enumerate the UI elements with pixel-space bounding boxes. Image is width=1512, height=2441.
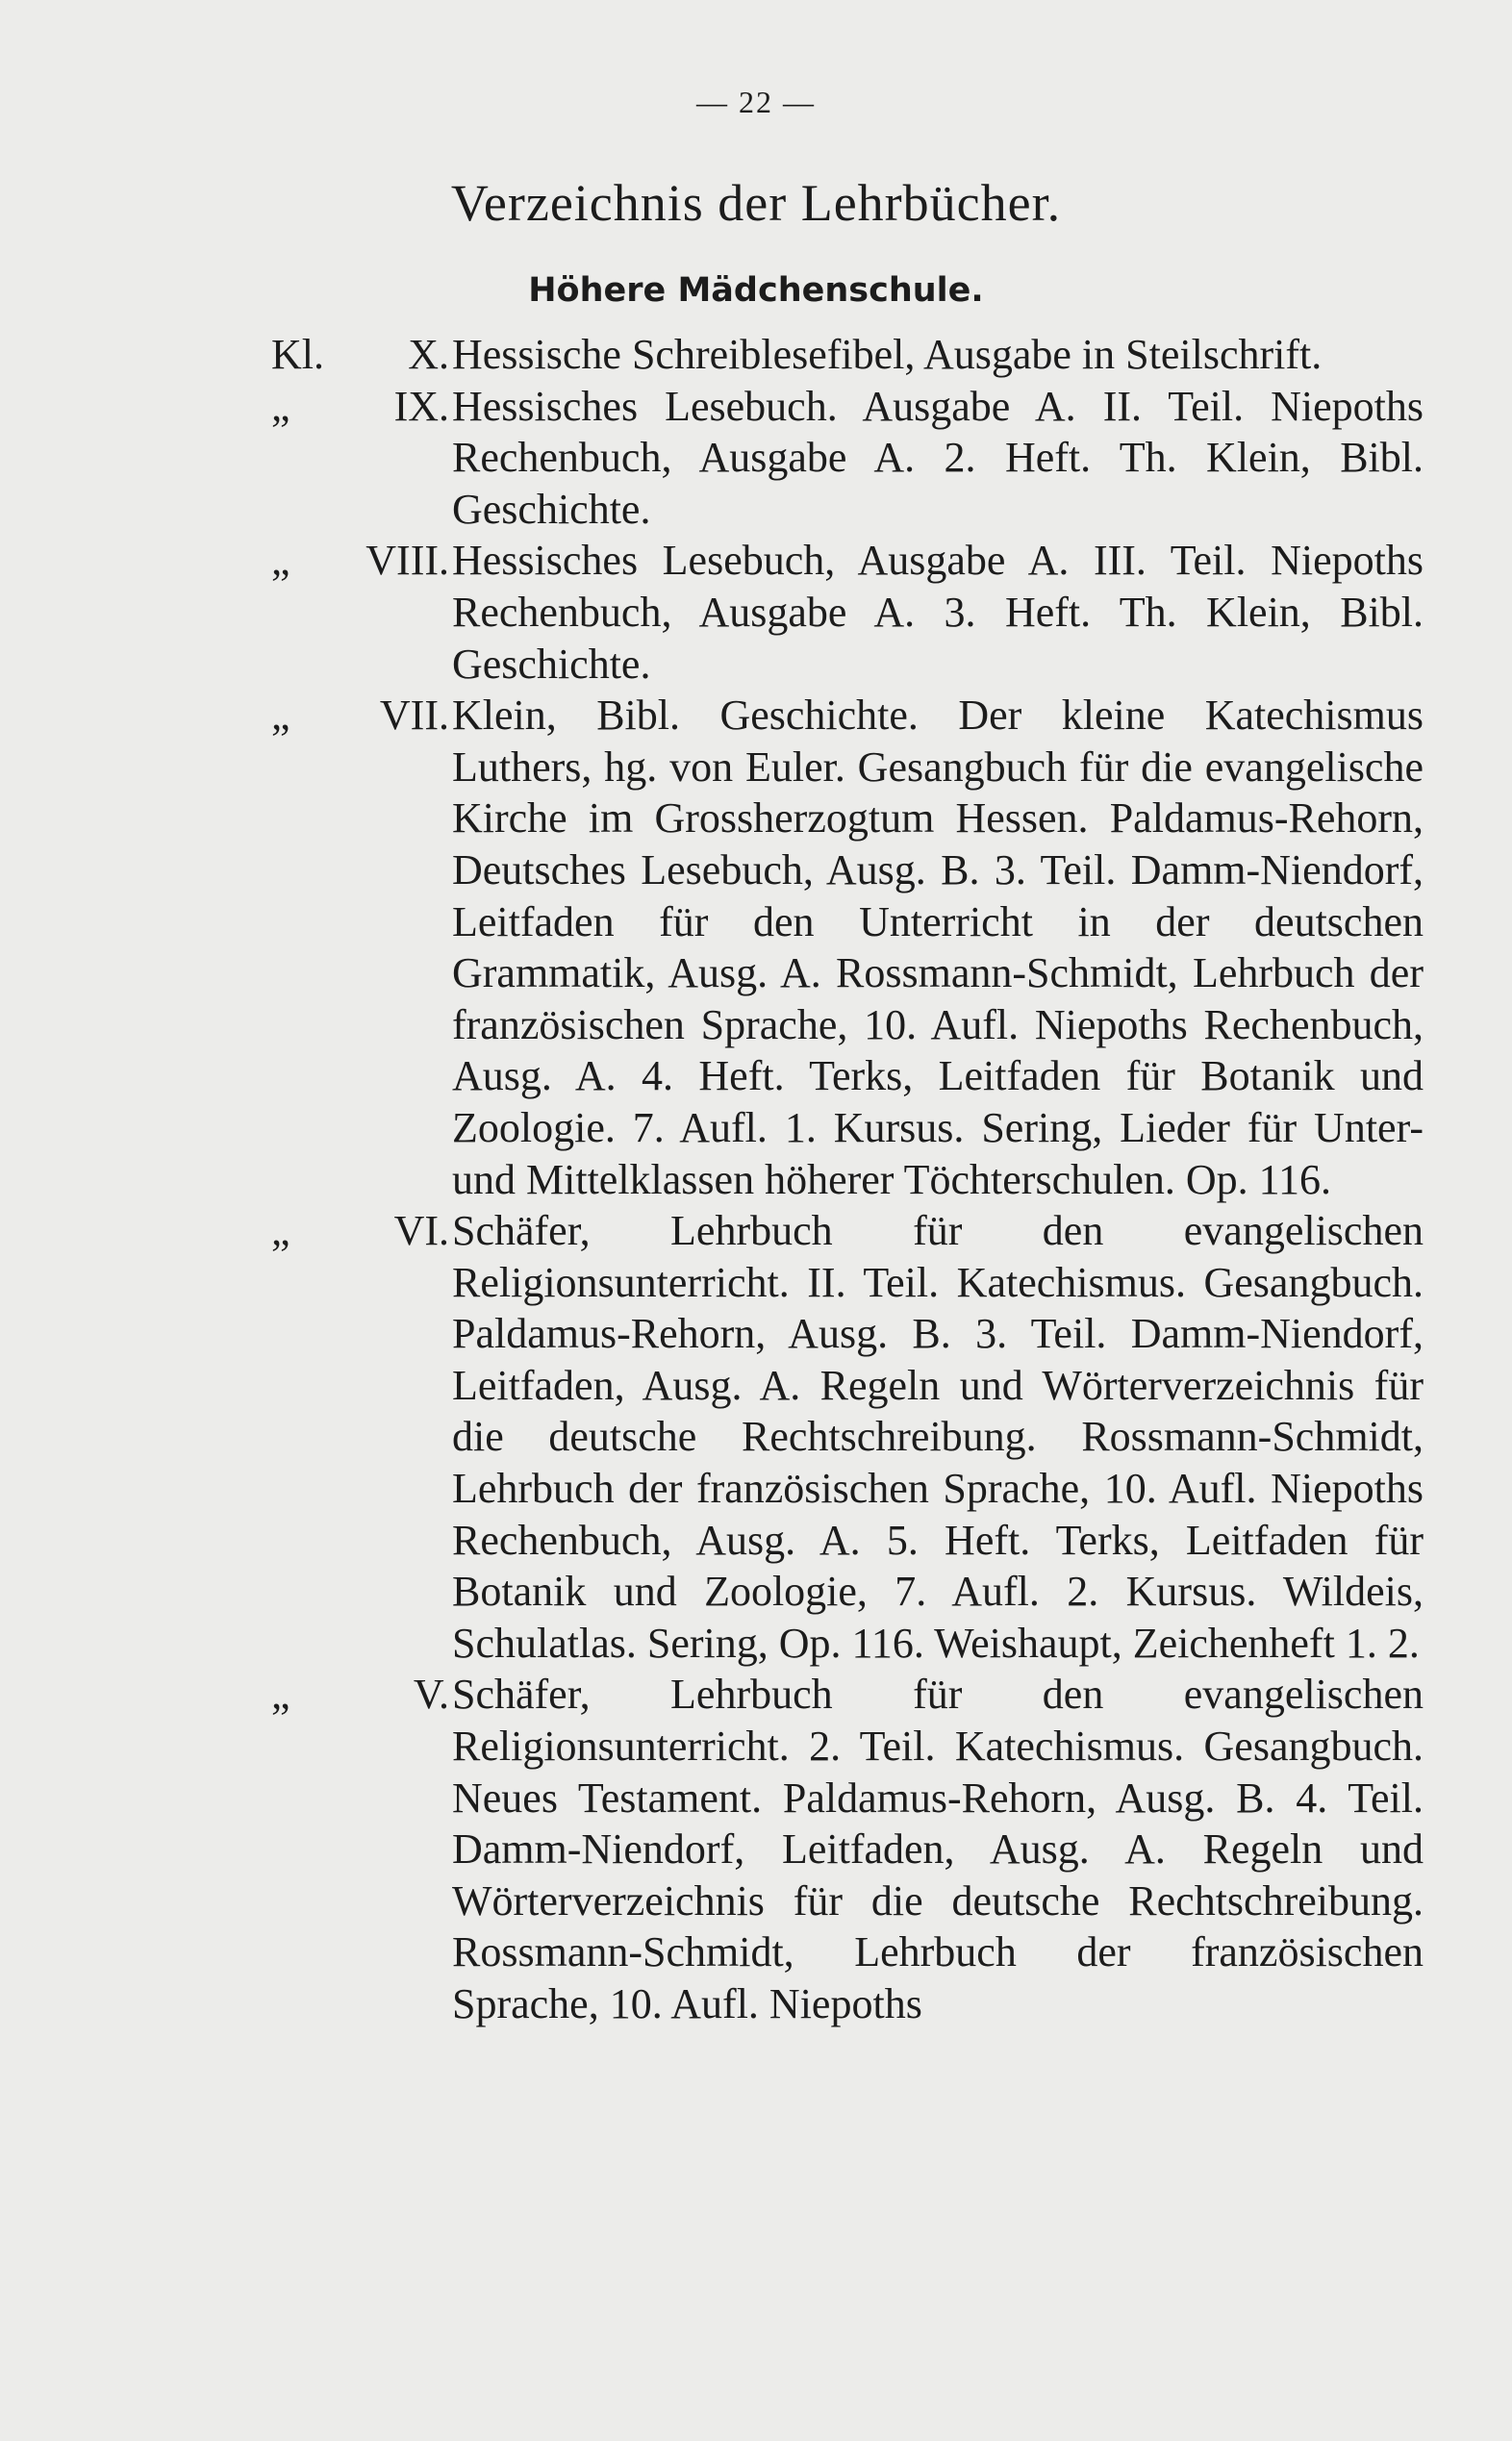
textbook-text: Hessisches Lesebuch. Ausgabe A. II. Teil. Niepoths Rechenbuch, Ausgabe A. 2. Heft. Th. Klein, Bibl. Geschichte. [452, 382, 1424, 533]
textbook-text: Hessische Schreiblesefibel, Ausgabe in Steilschrift. [452, 331, 1323, 378]
textbook-text: Schäfer, Lehrbuch für den evangelischen Religionsunterricht. II. Teil. Katechismus. Gesangbuch. Paldamus-Rehorn, Ausg. B. 3. Teil. Damm-Niendorf, Leitfaden, Ausg. A. Regeln und Wörterverzeichnis für die deutsche Rechtschreibung. Rossmann-Schmidt, Lehrbuch der französischen Sprache, 10. Aufl. Niepoths Rechenbuch, Ausg. A. 5. Heft. Terks, Leitfaden für Botanik und Zoologie, 7. Aufl. 2. Kursus. Wildeis, Schulatlas. Sering, Op. 116. Weishaupt, Zeichenheft 1. 2. [452, 1207, 1424, 1667]
ditto-mark: „ [271, 692, 290, 740]
ditto-mark: „ [271, 537, 290, 585]
page-title: Verzeichnis der Lehrbücher. [450, 174, 1062, 232]
class-numeral: V. [413, 1671, 449, 1719]
class-numeral: VII. [379, 692, 449, 740]
class-entry-viii [0, 535, 1512, 690]
textbook-text: Schäfer, Lehrbuch für den evangelischen Religionsunterricht. 2. Teil. Katechismus. Gesangbuch. Neues Testament. Paldamus-Rehorn, Ausg. B. 4. Teil. Damm-Niendorf, Leitfaden, Ausg. A. Regeln und Wörterverzeichnis für die deutsche Rechtschreibung. Rossmann-Schmidt, Lehrbuch der französischen Sprache, 10. Aufl. Niepoths [452, 1671, 1424, 2027]
textbook-list [0, 329, 1512, 2030]
class-entry-vi [0, 1205, 1512, 1669]
ditto-mark: „ [271, 1207, 290, 1255]
class-numeral: VIII. [365, 537, 449, 585]
textbook-text: Hessisches Lesebuch, Ausgabe A. III. Teil. Niepoths Rechenbuch, Ausgabe A. 3. Heft. Th. Klein, Bibl. Geschichte. [452, 537, 1424, 688]
class-numeral: VI. [393, 1207, 449, 1255]
class-abbrev: Kl. [271, 331, 324, 378]
ditto-mark: „ [271, 1671, 290, 1719]
class-entry-x [0, 329, 1512, 381]
class-numeral: X. [408, 331, 449, 378]
ditto-mark: „ [271, 382, 290, 430]
class-entry-vii [0, 690, 1512, 1205]
textbook-text: Klein, Bibl. Geschichte. Der kleine Katechismus Luthers, hg. von Euler. Gesangbuch für die evangelische Kirche im Grossherzogtum Hessen. Paldamus-Rehorn, Deutsches Lesebuch, Ausg. B. 3. Teil. Damm-Niendorf, Leitfaden für den Unterricht in der deutschen Grammatik, Ausg. A. Rossmann-Schmidt, Lehrbuch der französischen Sprache, 10. Aufl. Niepoths Rechenbuch, Ausg. A. 4. Heft. Terks, Leitfaden für Botanik und Zoologie. 7. Aufl. 1. Kursus. Sering, Lieder für Unter- und Mittelklassen höherer Töchterschulen. Op. 116. [452, 692, 1424, 1203]
section-heading: Höhere Mädchenschule. [528, 271, 984, 310]
class-entry-ix [0, 381, 1512, 536]
class-numeral: IX. [393, 382, 449, 430]
page-number: — 22 — [696, 85, 816, 119]
class-entry-v [0, 1669, 1512, 2029]
